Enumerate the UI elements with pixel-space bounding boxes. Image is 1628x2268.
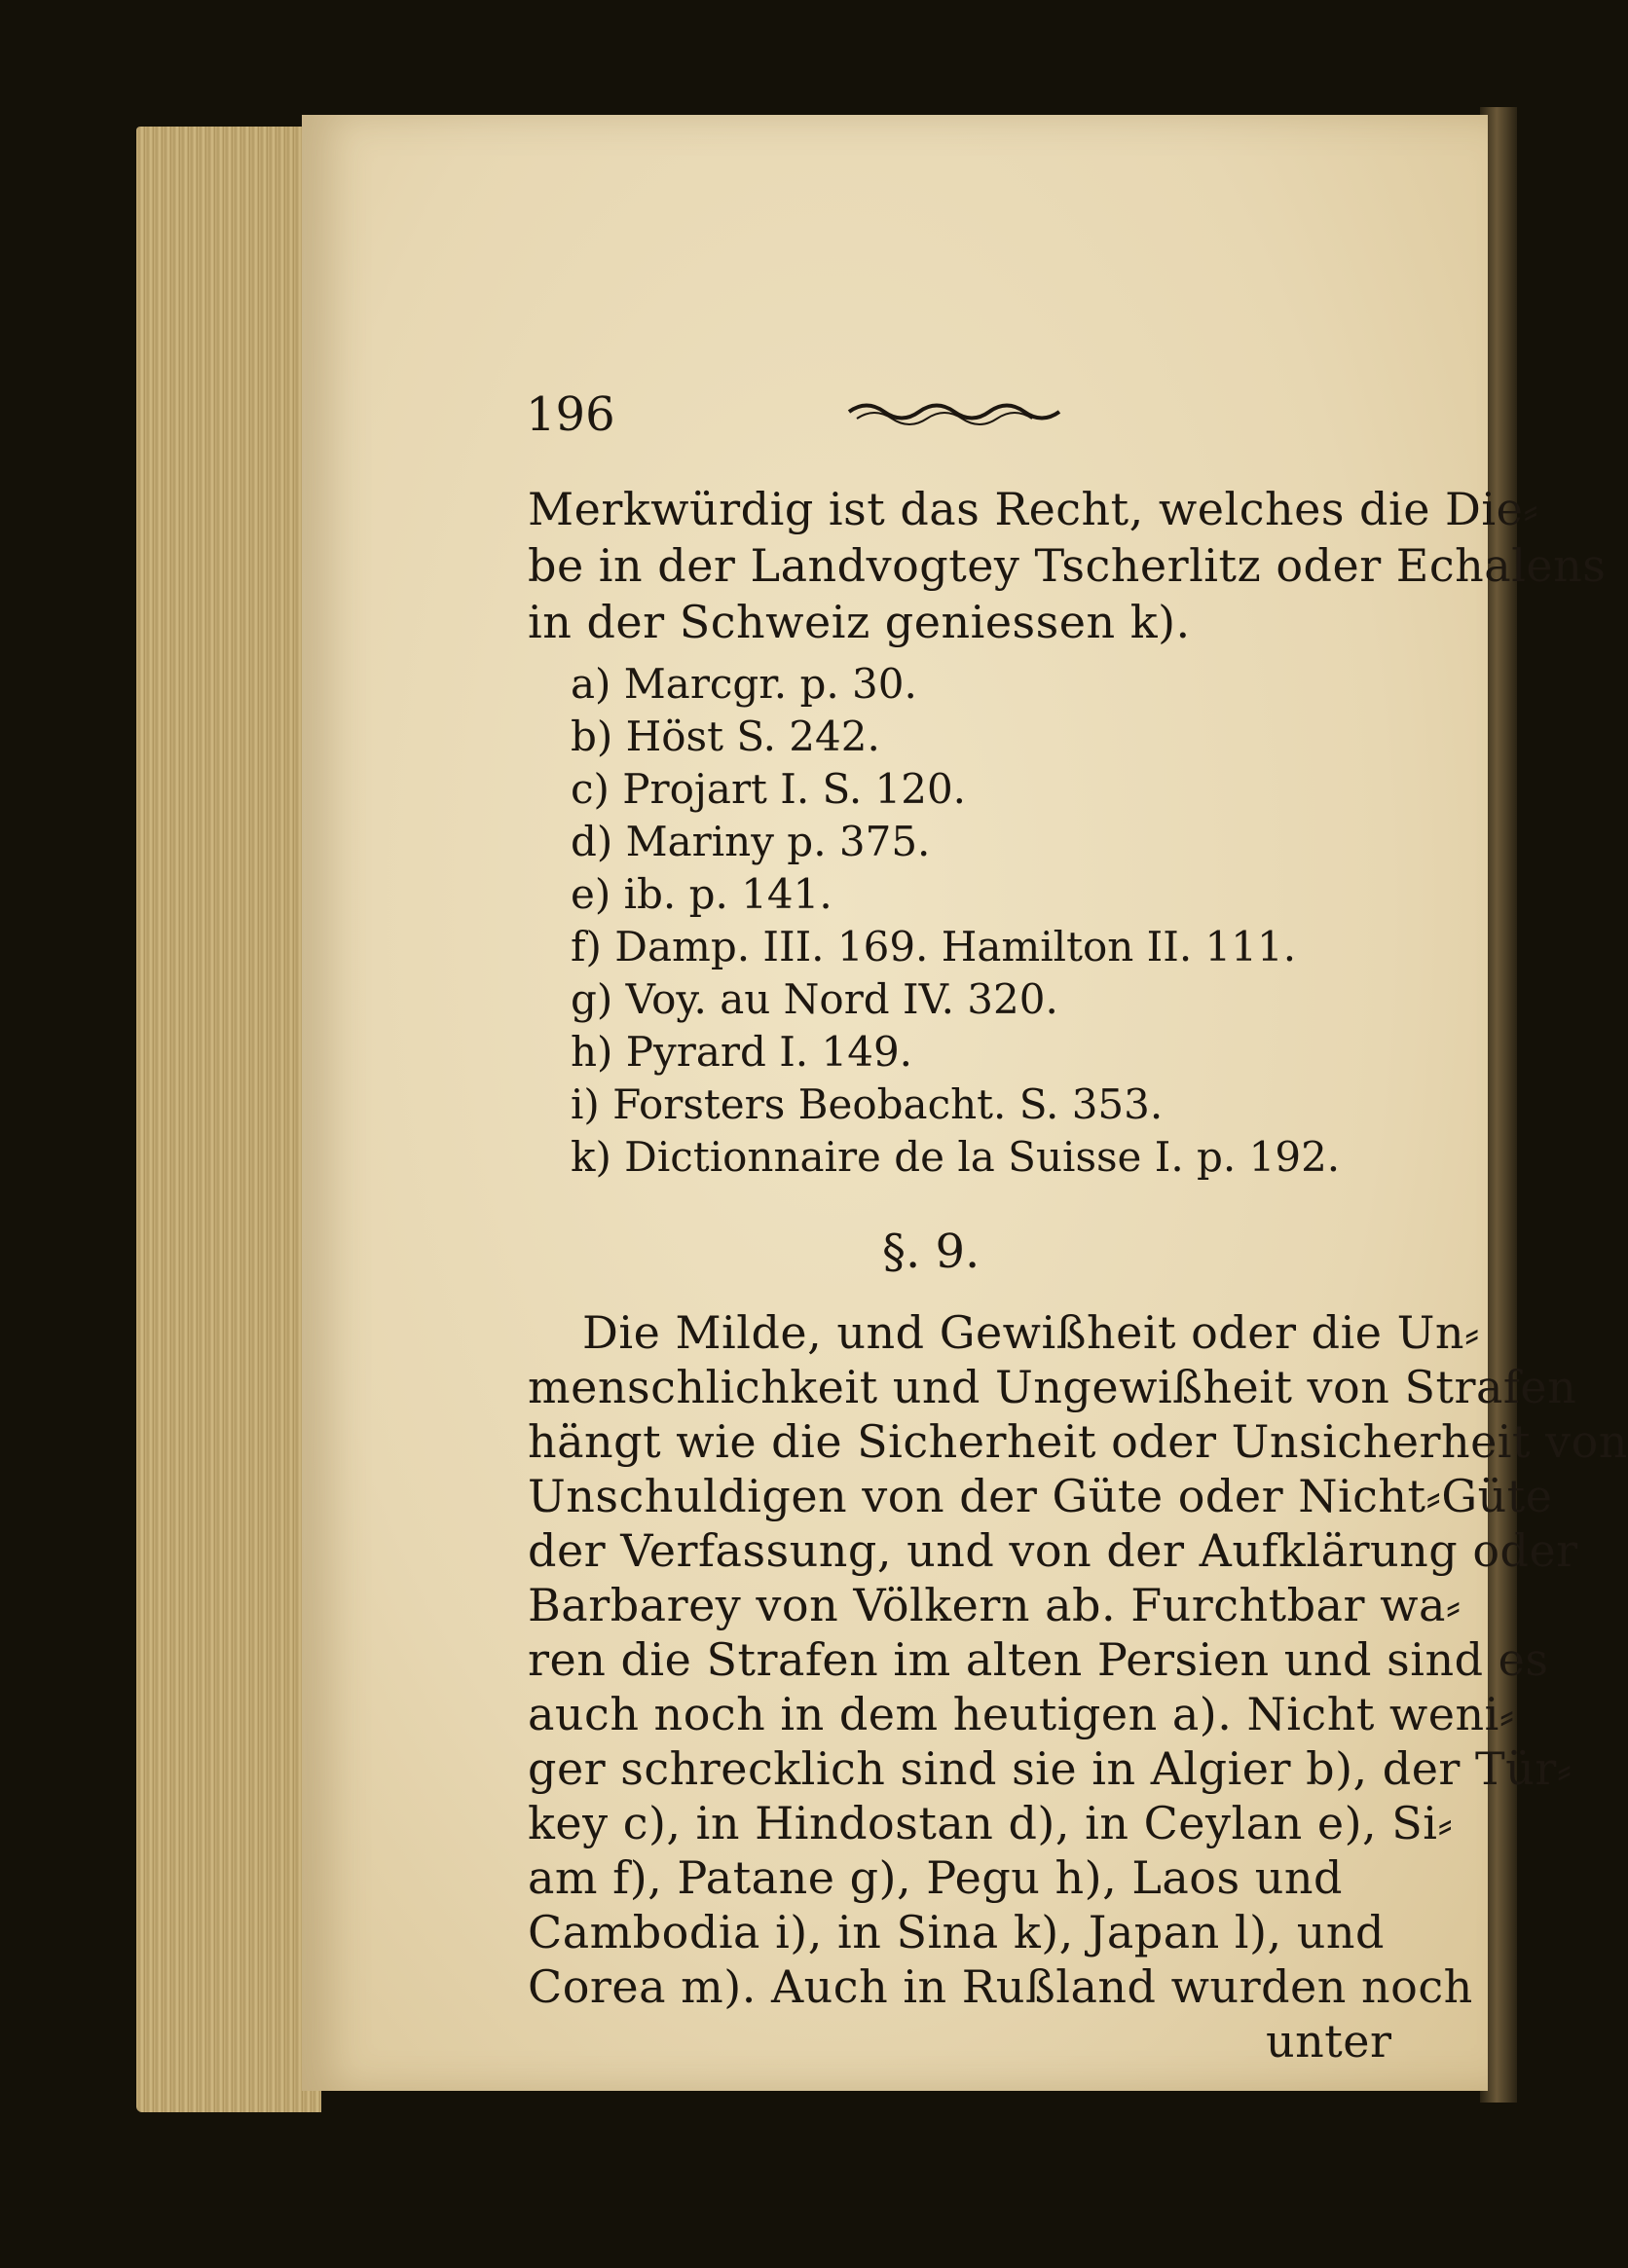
paragraph-2-line-11: am f), Patane g), Pegu h), Laos und bbox=[528, 1851, 1343, 1904]
paragraph-2-line-2: menschlichkeit und Ungewißheit von Strafen bbox=[528, 1361, 1577, 1413]
footnote-h: h) Pyrard I. 149. bbox=[571, 1028, 913, 1076]
footnote-g: g) Voy. au Nord IV. 320. bbox=[571, 975, 1058, 1023]
paragraph-2-line-4: Unschuldigen von der Güte oder Nicht⸗Güte bbox=[528, 1470, 1553, 1522]
footnote-f: f) Damp. III. 169. Hamilton II. 111. bbox=[571, 923, 1297, 970]
paragraph-2-line-9: ger schrecklich sind sie in Algier b), der Tür⸗ bbox=[528, 1742, 1572, 1795]
footnote-d: d) Mariny p. 375. bbox=[571, 818, 931, 865]
paragraph-1-line-3: in der Schweiz geniessen k). bbox=[528, 596, 1191, 648]
paragraph-2-line-1: Die Milde, und Gewißheit oder die Un⸗ bbox=[582, 1306, 1480, 1359]
header-ornament bbox=[847, 399, 1061, 424]
paragraph-2-line-6: Barbarey von Völkern ab. Furchtbar wa⸗ bbox=[528, 1579, 1462, 1631]
paragraph-2-line-3: hängt wie die Sicherheit oder Unsicherheit von bbox=[528, 1415, 1628, 1468]
footnote-e: e) ib. p. 141. bbox=[571, 870, 832, 918]
paragraph-2-line-13: Corea m). Auch in Rußland wurden noch bbox=[528, 1960, 1473, 2013]
paragraph-1-line-2: be in der Landvogtey Tscherlitz oder Echalens bbox=[528, 539, 1607, 592]
paragraph-1-line-1: Merkwürdig ist das Recht, welches die Die⸗ bbox=[528, 483, 1539, 535]
footnote-c: c) Projart I. S. 120. bbox=[571, 765, 967, 813]
paragraph-2-line-7: ren die Strafen im alten Persien und sind es bbox=[528, 1633, 1549, 1686]
catchword: unter bbox=[1266, 2015, 1392, 2067]
paragraph-2-line-8: auch noch in dem heutigen a). Nicht weni⸗ bbox=[528, 1688, 1515, 1740]
paragraph-2-line-12: Cambodia i), in Sina k), Japan l), und bbox=[528, 1906, 1385, 1958]
footnote-i: i) Forsters Beobacht. S. 353. bbox=[571, 1080, 1164, 1128]
page-number: 196 bbox=[526, 387, 615, 442]
paragraph-2-line-10: key c), in Hindostan d), in Ceylan e), Si⸗ bbox=[528, 1797, 1454, 1849]
footnote-a: a) Marcgr. p. 30. bbox=[571, 660, 917, 708]
footnote-k: k) Dictionnaire de la Suisse I. p. 192. bbox=[571, 1133, 1341, 1181]
footnote-b: b) Höst S. 242. bbox=[571, 713, 880, 760]
section-heading: §. 9. bbox=[882, 1225, 980, 1279]
page-edges bbox=[136, 127, 321, 2112]
book-page bbox=[302, 115, 1628, 2091]
paragraph-2-line-5: der Verfassung, und von der Aufklärung oder bbox=[528, 1524, 1578, 1577]
